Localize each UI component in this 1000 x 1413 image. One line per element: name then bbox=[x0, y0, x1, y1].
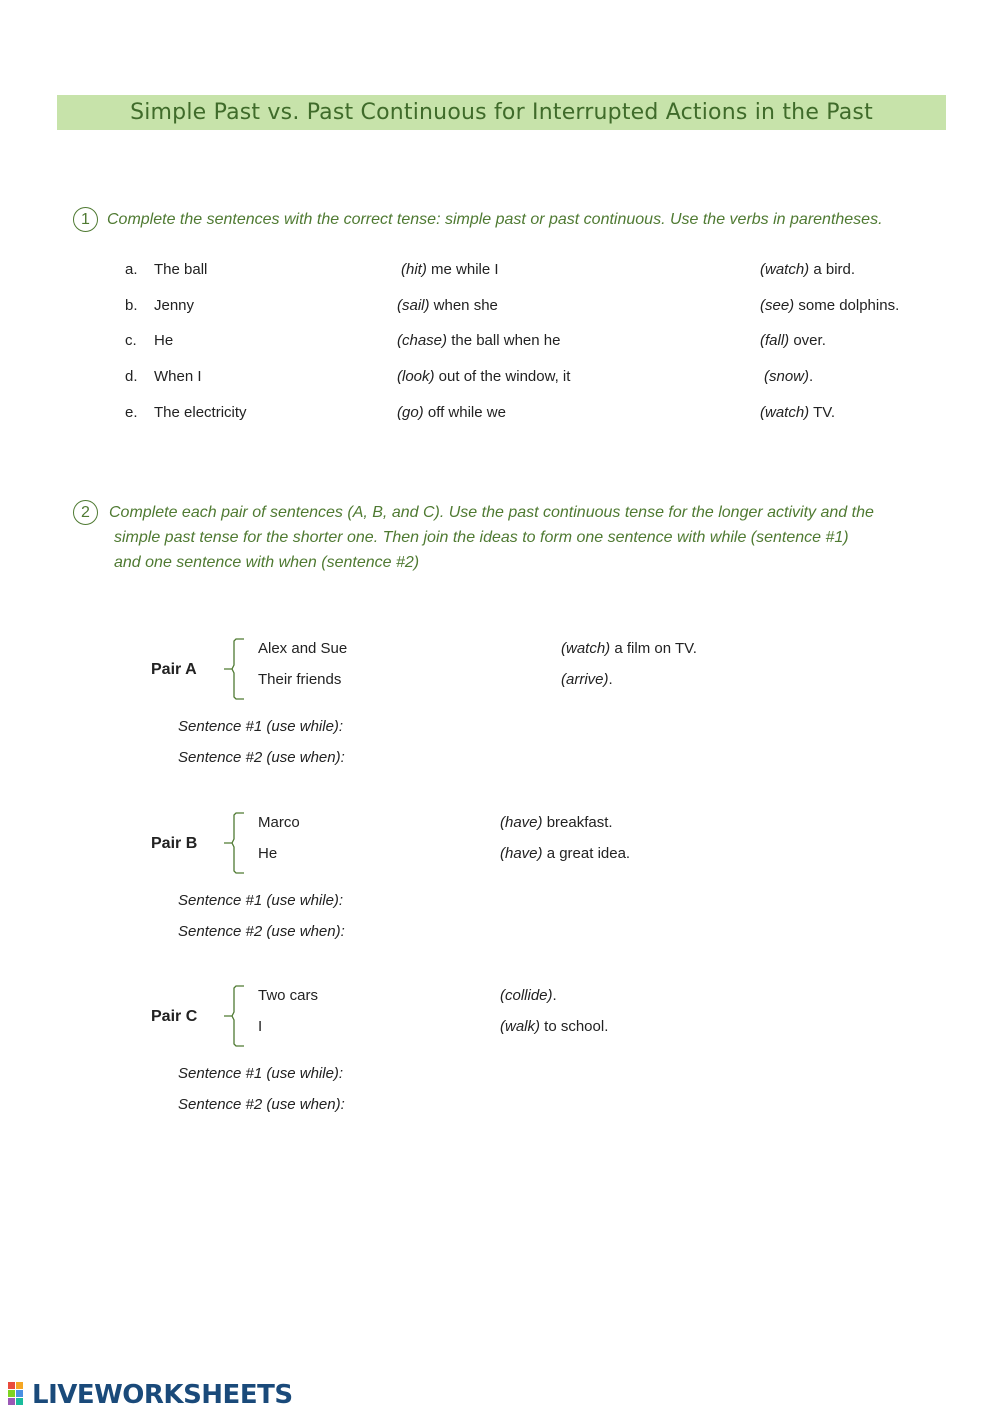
pair-sentence-1-predicate bbox=[500, 987, 557, 1004]
exercise-1-number: 1 bbox=[73, 207, 98, 232]
pair-sentence-1-predicate bbox=[561, 640, 697, 657]
item-end: TV. bbox=[809, 404, 836, 421]
verb-hint: (arrive) bbox=[561, 671, 609, 688]
pair-sentence-1-subject bbox=[258, 640, 347, 657]
item-letter: a. bbox=[125, 261, 138, 278]
item-letter: d. bbox=[125, 368, 138, 385]
pair-sentence-2-predicate bbox=[561, 671, 613, 688]
verb-hint: (hit) bbox=[401, 261, 427, 278]
brace-icon bbox=[222, 637, 246, 701]
item-end-part bbox=[760, 297, 899, 314]
item-start: He bbox=[154, 332, 174, 349]
page-title: Simple Past vs. Past Continuous for Interrupted Actions in the Past bbox=[130, 100, 873, 125]
exercise-2-number: 2 bbox=[73, 500, 98, 525]
verb-hint: (look) bbox=[397, 368, 435, 385]
item-letter bbox=[125, 368, 138, 385]
brace-icon bbox=[222, 811, 246, 875]
subject: Marco bbox=[258, 814, 300, 831]
verb-hint: (watch) bbox=[760, 261, 810, 278]
item-letter: b. bbox=[125, 297, 138, 314]
pair-sentence-1-subject bbox=[258, 814, 300, 831]
item-start: When I bbox=[154, 368, 202, 385]
item-end-part bbox=[764, 368, 813, 385]
predicate: breakfast. bbox=[542, 814, 613, 831]
item-start bbox=[154, 261, 207, 278]
sentence-2-label: Sentence #2 (use when): bbox=[178, 923, 345, 940]
item-middle: out of the window, it bbox=[434, 368, 571, 385]
item-start: Jenny bbox=[154, 297, 195, 314]
sentence-2-label: Sentence #2 (use when): bbox=[178, 749, 345, 766]
verb-hint: (watch) bbox=[760, 404, 810, 421]
predicate: to school. bbox=[540, 1018, 609, 1035]
verb-hint: (sail) bbox=[397, 297, 430, 314]
item-middle-part bbox=[397, 332, 560, 349]
item-start bbox=[154, 332, 173, 349]
item-end: . bbox=[809, 368, 814, 385]
pair-sentence-2-subject bbox=[258, 1018, 262, 1035]
pair-sentence-1-subject bbox=[258, 987, 318, 1004]
item-letter: c. bbox=[125, 332, 137, 349]
sentence-2-label: Sentence #2 (use when): bbox=[178, 1096, 345, 1113]
item-middle: the ball when he bbox=[447, 332, 561, 349]
item-letter bbox=[125, 404, 138, 421]
item-start: The electricity bbox=[154, 404, 247, 421]
item-end: a bird. bbox=[809, 261, 856, 278]
liveworksheets-logo-icon bbox=[8, 1382, 32, 1408]
predicate: . bbox=[552, 987, 557, 1004]
predicate: a film on TV. bbox=[610, 640, 697, 657]
item-middle: off while we bbox=[423, 404, 506, 421]
verb-hint: (snow) bbox=[764, 368, 810, 385]
item-start bbox=[154, 404, 247, 421]
item-end: some dolphins. bbox=[794, 297, 900, 314]
pair-label: Pair A bbox=[151, 661, 197, 678]
verb-hint: (chase) bbox=[397, 332, 448, 349]
subject: Two cars bbox=[258, 987, 319, 1004]
item-end-part bbox=[760, 332, 826, 349]
pair-sentence-2-predicate bbox=[500, 1018, 608, 1035]
item-middle-part bbox=[397, 368, 570, 385]
brace-icon bbox=[222, 984, 246, 1048]
sentence-1-label: Sentence #1 (use while): bbox=[178, 718, 344, 735]
item-letter: e. bbox=[125, 404, 138, 421]
exercise-2-instruction-line-1: Complete each pair of sentences (A, B, and C). Use the past continuous tense for the longer activity and the bbox=[109, 504, 874, 521]
item-end-part bbox=[760, 261, 855, 278]
exercise-2-instruction-line-2: simple past tense for the shorter one. Then join the ideas to form one sentence with while (sentence #1) bbox=[114, 529, 849, 546]
verb-hint: (collide) bbox=[500, 987, 553, 1004]
item-middle-part bbox=[401, 261, 499, 278]
exercise-2-instruction-line-3: and one sentence with when (sentence #2) bbox=[114, 554, 420, 571]
verb-hint: (walk) bbox=[500, 1018, 540, 1035]
subject: Alex and Sue bbox=[258, 640, 348, 657]
item-middle: me while I bbox=[426, 261, 499, 278]
item-start bbox=[154, 297, 194, 314]
verb-hint: (see) bbox=[760, 297, 795, 314]
pair-label: Pair B bbox=[151, 835, 198, 852]
item-end: over. bbox=[789, 332, 826, 349]
item-middle: when she bbox=[429, 297, 498, 314]
item-letter bbox=[125, 297, 138, 314]
pair-sentence-2-predicate bbox=[500, 845, 630, 862]
item-letter bbox=[125, 261, 138, 278]
subject: I bbox=[258, 1018, 263, 1035]
liveworksheets-logo bbox=[8, 1380, 293, 1410]
subject: Their friends bbox=[258, 671, 342, 688]
subject: He bbox=[258, 845, 278, 862]
pair-sentence-1-predicate bbox=[500, 814, 613, 831]
item-end-part bbox=[760, 404, 835, 421]
predicate: a great idea. bbox=[542, 845, 631, 862]
pair-sentence-2-subject bbox=[258, 671, 341, 688]
item-middle-part bbox=[397, 297, 498, 314]
pair-label: Pair C bbox=[151, 1008, 198, 1025]
item-middle-part bbox=[397, 404, 506, 421]
verb-hint: (have) bbox=[500, 814, 543, 831]
logo-text: LIVEWORKSHEETS bbox=[32, 1380, 293, 1410]
verb-hint: (go) bbox=[397, 404, 424, 421]
verb-hint: (fall) bbox=[760, 332, 790, 349]
title-banner bbox=[57, 95, 946, 130]
sentence-1-label: Sentence #1 (use while): bbox=[178, 892, 344, 909]
pair-sentence-2-subject bbox=[258, 845, 277, 862]
predicate: . bbox=[608, 671, 613, 688]
verb-hint: (have) bbox=[500, 845, 543, 862]
item-start bbox=[154, 368, 202, 385]
sentence-1-label: Sentence #1 (use while): bbox=[178, 1065, 344, 1082]
item-letter bbox=[125, 332, 137, 349]
exercise-1-instruction: Complete the sentences with the correct tense: simple past or past continuous. Use the verbs in parentheses. bbox=[107, 211, 883, 228]
item-start: The ball bbox=[154, 261, 208, 278]
verb-hint: (watch) bbox=[561, 640, 611, 657]
